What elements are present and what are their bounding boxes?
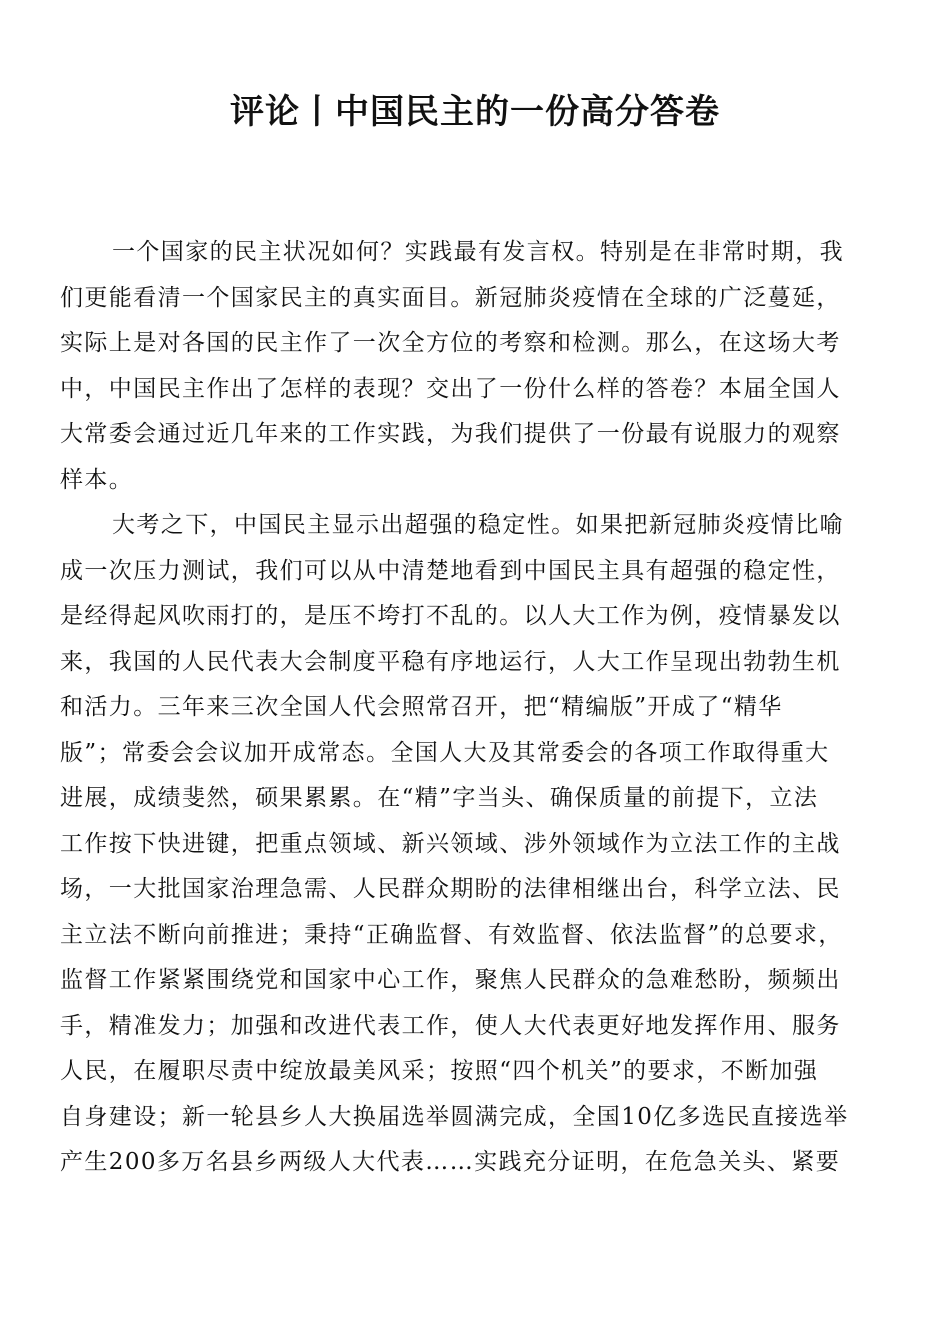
paragraph-line: 人民，在履职尽责中绽放最美风采；按照“四个机关”的要求，不断加强 bbox=[60, 1058, 819, 1084]
paragraph-line: 大常委会通过近几年来的工作实践，为我们提供了一份最有说服力的观察 bbox=[60, 421, 841, 447]
paragraph-line: 版”；常委会会议加开成常态。全国人大及其常委会的各项工作取得重大 bbox=[60, 739, 830, 766]
paragraph-line: 和活力。三年来三次全国人代会照常召开，把“精编版”开成了“精华 bbox=[60, 694, 783, 720]
article-title: 评论丨中国民主的一份高分答卷 bbox=[230, 92, 720, 132]
paragraph-line: 主立法不断向前推进；秉持“正确监督、有效监督、依法监督”的总要求， bbox=[60, 921, 843, 948]
paragraph-line: 样本。 bbox=[60, 466, 134, 493]
paragraph-line: 一个国家的民主状况如何？实践最有发言权。特别是在非常时期，我 bbox=[112, 239, 844, 265]
paragraph-line: 中，中国民主作出了怎样的表现？交出了一份什么样的答卷？本届全国人 bbox=[60, 375, 841, 402]
paragraph-line: 手，精准发力；加强和改进代表工作，使人大代表更好地发挥作用、服务 bbox=[60, 1012, 841, 1039]
paragraph-line: 实际上是对各国的民主作了一次全方位的考察和检测。那么，在这场大考 bbox=[60, 330, 841, 356]
paragraph-line: 是经得起风吹雨打的，是压不垮打不乱的。以人大工作为例，疫情暴发以 bbox=[60, 603, 841, 629]
paragraph-line: 监督工作紧紧围绕党和国家中心工作，聚焦人民群众的急难愁盼，频频出 bbox=[60, 967, 841, 993]
paragraph-line: 自身建设；新一轮县乡人大换届选举圆满完成，全国10亿多选民直接选举 bbox=[60, 1103, 849, 1130]
paragraph-line: 大考之下，中国民主显示出超强的稳定性。如果把新冠肺炎疫情比喻 bbox=[112, 512, 844, 538]
paragraph-line: 进展，成绩斐然，硕果累累。在“精”字当头、确保质量的前提下，立法 bbox=[60, 785, 819, 811]
paragraph-line: 们更能看清一个国家民主的真实面目。新冠肺炎疫情在全球的广泛蔓延， bbox=[60, 284, 841, 311]
paragraph-line: 产生200多万名县乡两级人大代表……实践充分证明，在危急关头、紧要 bbox=[60, 1149, 841, 1175]
paragraph-line: 成一次压力测试，我们可以从中清楚地看到中国民主具有超强的稳定性， bbox=[60, 557, 841, 584]
article-body bbox=[60, 230, 880, 1186]
paragraph-line: 工作按下快进键，把重点领域、新兴领域、涉外领域作为立法工作的主战 bbox=[60, 830, 841, 857]
paragraph-line: 来，我国的人民代表大会制度平稳有序地运行，人大工作呈现出勃勃生机 bbox=[60, 648, 841, 675]
paragraph-line: 场，一大批国家治理急需、人民群众期盼的法律相继出台，科学立法、民 bbox=[60, 876, 841, 902]
